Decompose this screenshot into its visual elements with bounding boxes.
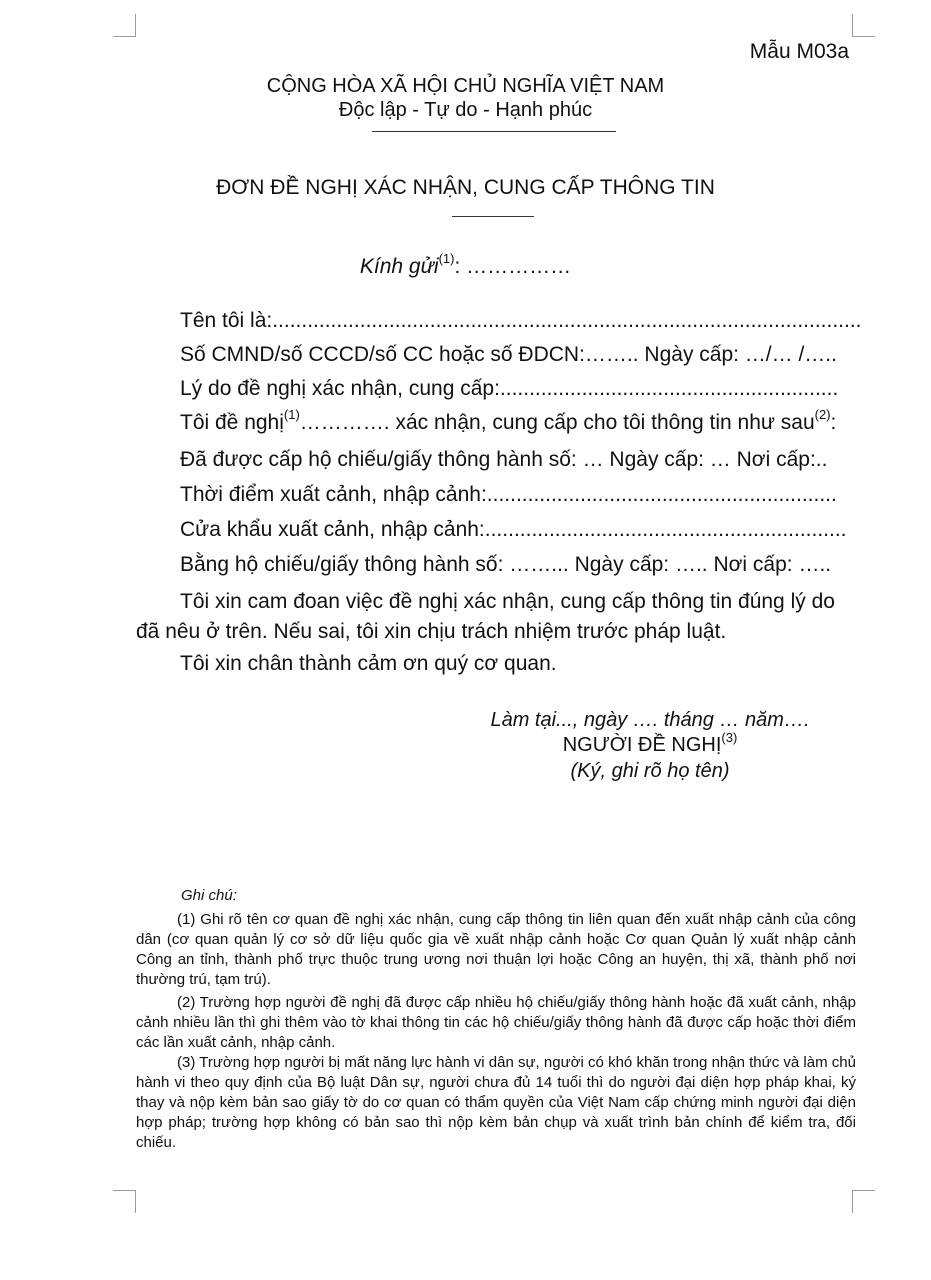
greeting-label: Kính gửi: [359, 255, 439, 278]
document-title: ĐƠN ĐỀ NGHỊ XÁC NHẬN, CUNG CẤP THÔNG TIN: [216, 176, 715, 199]
title-divider: [452, 216, 534, 217]
field-request-reason: Lý do đề nghị xác nhận, cung cấp:..........................................................: [180, 377, 839, 400]
note-text-3: (3) Trường hợp người bị mất năng lực hành vi dân sự, người có khó khăn trong nhận thức và làm chủ hành vi theo quy định của Bộ luật Dân sự, người chưa đủ 14 tuổi thì do người đại diện hợp pháp khai, ký thay và nộp kèm bản sao giấy tờ do cơ quan có thẩm quyền của Việt Nam cấp chứng minh người đại diện hợp pháp; trường hợp không có bản sao thì nộp kèm bản chụp và xuất trình bản chính để kiểm tra, đối chiếu.: [136, 1054, 856, 1151]
field-passport-used: Bằng hộ chiếu/giấy thông hành số: ……... Ngày cấp: ….. Nơi cấp: …..: [180, 553, 832, 576]
field-border-gate: Cửa khẩu xuất cảnh, nhập cảnh:..............................................................: [180, 518, 847, 541]
field-full-name: Tên tôi là:.....................................................................................................: [180, 309, 862, 332]
signature-place-date: Làm tại..., ngày …. tháng … năm….: [490, 709, 810, 731]
note-item-2: [136, 993, 856, 1053]
field-exit-entry-time: Thời điểm xuất cảnh, nhập cảnh:............................................................: [180, 483, 837, 506]
note-item-1: [136, 910, 856, 990]
request-text-b: …………. xác nhận, cung cấp cho tôi thông tin như sau: [299, 411, 815, 434]
crop-mark-bottom-left: [113, 1190, 136, 1213]
request-footnote-ref-1: (1): [283, 407, 300, 422]
signature-title-text: NGƯỜI ĐỀ NGHỊ: [562, 734, 722, 756]
field-request-agency: [180, 407, 837, 435]
crop-mark-bottom-right: [852, 1190, 875, 1213]
signature-instruction: (Ký, ghi rõ họ tên): [570, 760, 730, 782]
crop-mark-top-left: [113, 14, 136, 37]
crop-mark-top-right: [852, 14, 875, 37]
field-passport-issued: Đã được cấp hộ chiếu/giấy thông hành số: … Ngày cấp: … Nơi cấp:..: [180, 448, 828, 471]
request-text-a: Tôi đề nghị: [180, 411, 284, 434]
request-text-c: :: [830, 411, 837, 434]
notes-title: Ghi chú:: [181, 887, 237, 904]
national-header: CỘNG HÒA XÃ HỘI CHỦ NGHĨA VIỆT NAM: [266, 75, 665, 97]
greeting-value: : ……………: [454, 255, 572, 278]
header-divider: [372, 131, 616, 132]
commitment-paragraph: [136, 587, 856, 647]
form-code: Mẫu M03a: [749, 40, 849, 63]
field-id-number: Số CMND/số CCCD/số CC hoặc số ĐDCN:…….. Ngày cấp: …/… /…..: [180, 343, 837, 366]
greeting-line: [0, 251, 931, 279]
signature-footnote-ref: (3): [721, 730, 738, 745]
thanks-text: Tôi xin chân thành cảm ơn quý cơ quan.: [180, 652, 557, 675]
note-item-3: [136, 1053, 856, 1153]
request-footnote-ref-2: (2): [814, 407, 831, 422]
note-text-1: (1) Ghi rõ tên cơ quan đề nghị xác nhận, cung cấp thông tin liên quan đến xuất nhập cảnh của công dân (cơ quan quản lý cơ sở dữ liệu quốc gia về xuất nhập cảnh hoặc Cơ quan Quản lý xuất nhập cảnh Công an tỉnh, thành phố trực thuộc trung ương nơi thuận lợi hoặc Công an huyện, thị xã, thành phố nơi thường trú, tạm trú).: [136, 911, 856, 988]
commitment-text: Tôi xin cam đoan việc đề nghị xác nhận, cung cấp thông tin đúng lý do đã nêu ở trên. Nếu sai, tôi xin chịu trách nhiệm trước pháp luật.: [136, 590, 835, 643]
note-text-2: (2) Trường hợp người đề nghị đã được cấp nhiều hộ chiếu/giấy thông hành hoặc đã xuất cảnh, nhập cảnh nhiều lần thì ghi thêm vào tờ khai thông tin các hộ chiếu/giấy thông hành đã được cấp hoặc thời điểm các lần xuất cảnh, nhập cảnh.: [136, 994, 856, 1051]
national-motto: Độc lập - Tự do - Hạnh phúc: [338, 99, 593, 121]
thanks-paragraph: [136, 649, 856, 679]
greeting-footnote-ref: (1): [438, 251, 455, 266]
signature-title: [440, 730, 860, 757]
